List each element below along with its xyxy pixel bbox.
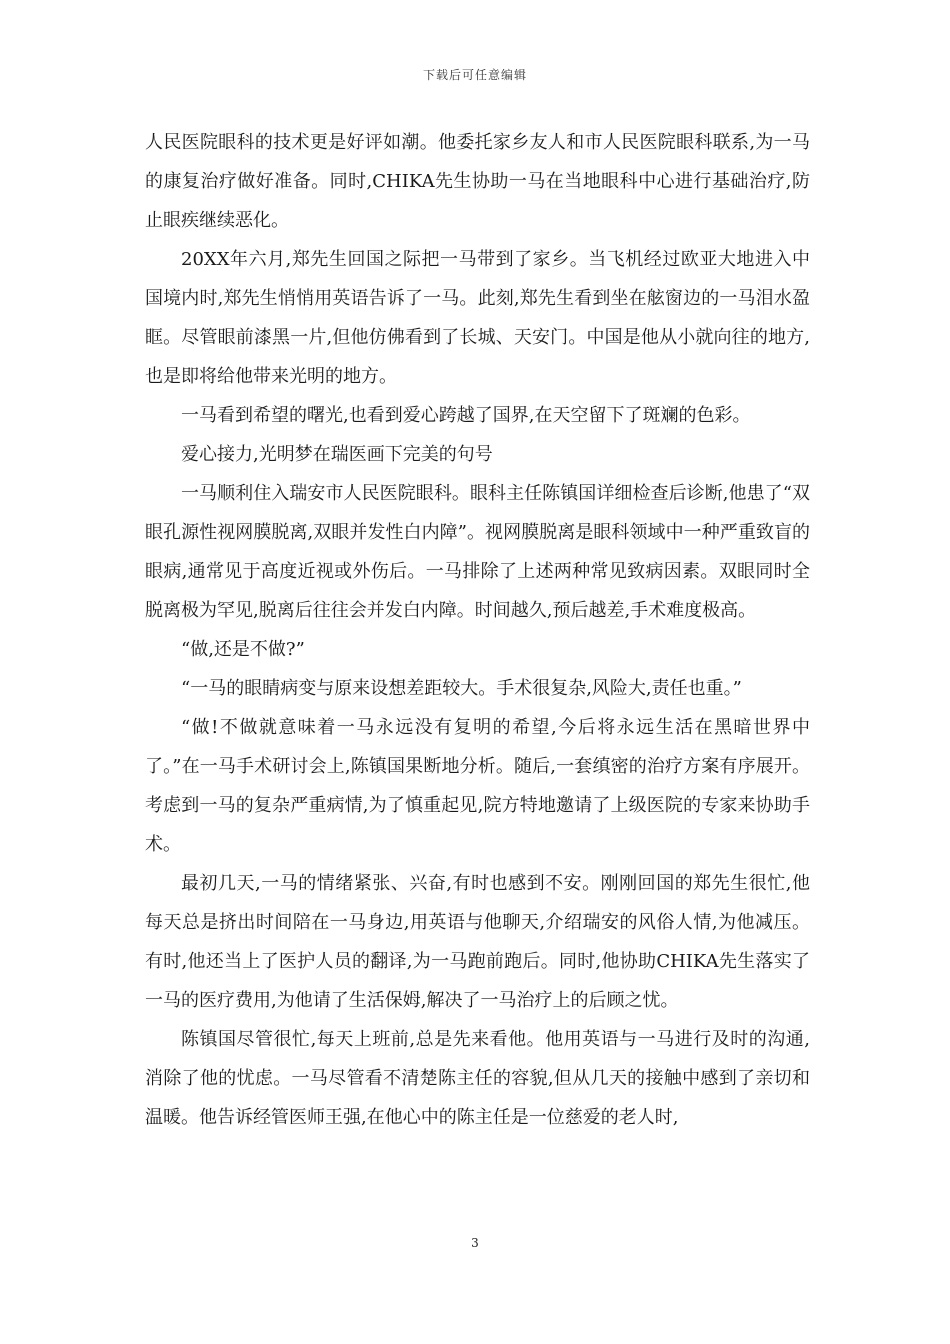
paragraph-9: 最初几天,一马的情绪紧张、兴奋,有时也感到不安。刚刚回国的郑先生很忙,他每天总是挤出时间陪在一马身边,用英语与他聊天,介绍瑞安的风俗人情,为他减压。有时,他还当上了医护人员的翻译,为一马跑前跑后。同时,他协助CHIKA先生落实了一马的医疗费用,为他请了生活保姆,解决了一马治疗上的后顾之忧。 [145,873,810,1011]
body-text [145,123,810,1137]
paragraph-5: 一马顺利住入瑞安市人民医院眼科。眼科主任陈镇国详细检查后诊断,他患了“双眼孔源性视网膜脱离,双眼并发性白内障”。视网膜脱离是眼科领域中一种严重致盲的眼病,通常见于高度近视或外伤后。一马排除了上述两种常见致病因素。双眼同时全脱离极为罕见,脱离后往往会并发白内障。时间越久,预后越差,手术难度极高。 [145,483,810,621]
section-heading: 爱心接力,光明梦在瑞医画下完美的句号 [181,444,493,465]
paragraph-1: 人民医院眼科的技术更是好评如潮。他委托家乡友人和市人民医院眼科联系,为一马的康复治疗做好准备。同时,CHIKA先生协助一马在当地眼科中心进行基础治疗,防止眼疾继续恶化。 [145,132,810,231]
quote-question: “做,还是不做?” [181,639,305,660]
paragraph-2: 20XX年六月,郑先生回国之际把一马带到了家乡。当飞机经过欧亚大地进入中国境内时,郑先生悄悄用英语告诉了一马。此刻,郑先生看到坐在舷窗边的一马泪水盈眶。尽管眼前漆黑一片,但他仿佛看到了长城、天安门。中国是他从小就向往的地方,也是即将给他带来光明的地方。 [145,249,810,387]
paragraph-3: 一马看到希望的曙光,也看到爱心跨越了国界,在天空留下了斑斓的色彩。 [181,405,751,426]
paragraph-8: “做!不做就意味着一马永远没有复明的希望,今后将永远生活在黑暗世界中了。”在一马手术研讨会上,陈镇国果断地分析。随后,一套缜密的治疗方案有序展开。考虑到一马的复杂严重病情,为了慎重起见,院方特地邀请了上级医院的专家来协助手术。 [145,717,810,855]
page-header: 下载后可任意编辑 [422,68,527,82]
quote-concern: “一马的眼睛病变与原来设想差距较大。手术很复杂,风险大,责任也重。” [181,678,742,699]
paragraph-10: 陈镇国尽管很忙,每天上班前,总是先来看他。他用英语与一马进行及时的沟通,消除了他的忧虑。一马尽管看不清楚陈主任的容貌,但从几天的接触中感到了亲切和温暖。他告诉经管医师王强,在他心中的陈主任是一位慈爱的老人时, [145,1029,810,1128]
page-number: 3 [471,1236,479,1250]
